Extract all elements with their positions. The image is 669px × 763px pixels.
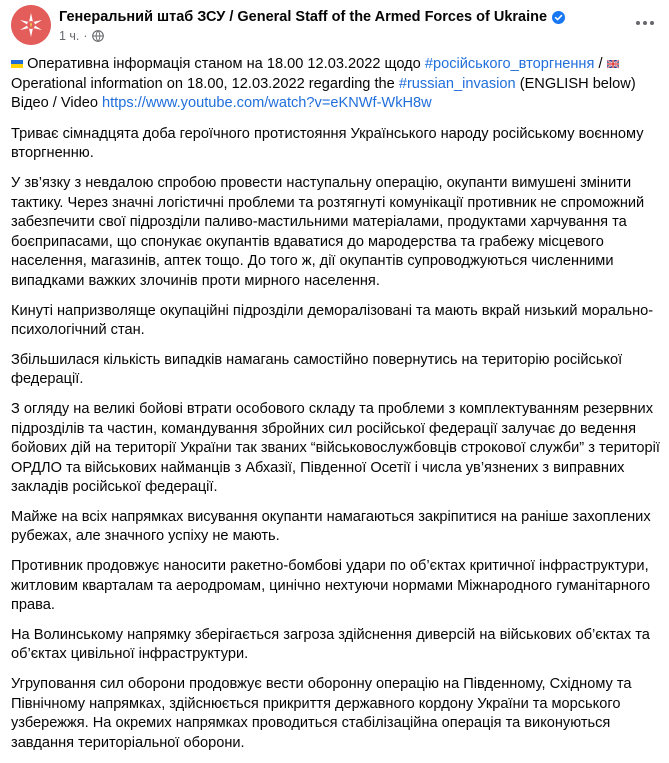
video-link[interactable]: https://www.youtube.com/watch?v=eKNWf-WkH8w bbox=[102, 95, 432, 112]
paragraph-1: Триває сімнадцята доба героїчного протистояння Українського народу російському воєнному вторгненню. bbox=[11, 125, 644, 162]
paragraph-4: Збільшилася кількість випадків намагань самостійно повернутись на територію російської федерації. bbox=[11, 351, 623, 388]
uk-flag-icon bbox=[607, 58, 619, 70]
paragraph-2: У зв’язку з невдалою спробою провести наступальну операцію, окупанти вимушені змінити тактику. Через значні логістичні проблеми та розтягнуті комунікації противник не спроможний забезпечити свої підрозділи паливо-мастильними матеріалами, продуктами харчування та боєприпасами, що спонукає окупантів вдаватися до мародерства та грабежу місцевого населення, магазинів, аптек тощо. До того ж, дії окупантів супроводжуються численними випадками важких злочинів проти мирного населення. bbox=[11, 174, 645, 289]
globe-icon[interactable] bbox=[92, 30, 104, 42]
paragraph-5: З огляду на великі бойові втрати особового складу та проблеми з комплектуванням резервних підрозділів та частин, командування збройних сил російської федерації залучає до ведення бойових дій на території України так званих “військовослужбовців строкової служби” з території ОРДЛО та військових найманців з Абхазії, Південної Осетії і числа ув’язнених з виправних закладів російської федерації. bbox=[11, 400, 660, 496]
paragraph-7: Противник продовжує наносити ракетно-бомбові удари по об’єктах критичної інфраструктури, житловим кварталам та аеродромам, цинічно нехтуючи нормами Міжнародного гуманітарного права. bbox=[11, 558, 651, 614]
paragraph-9: Угруповання сил оборони продовжує вести оборонну операцію на Південному, Східному та Північному напрямках, здійснюється прикриття державного кордону України та морського узбережжя. На окремих напрямках проводиться стабілізаційна операція та виконуються завдання територіальної оборони. bbox=[11, 676, 632, 751]
paragraph-3: Кинуті напризволяще окупаційні підрозділи деморалізовані та мають вкрай низький морально-психологічний стан. bbox=[11, 302, 654, 339]
intro-ua-text: Оперативна інформація станом на 18.00 12.03.2022 щодо bbox=[27, 56, 425, 72]
intro-separator: / bbox=[594, 56, 607, 72]
intro-en-text: Operational information on 18.00, 12.03.2022 regarding the bbox=[11, 75, 399, 92]
author-line bbox=[59, 9, 565, 25]
more-options-icon[interactable] bbox=[631, 13, 659, 33]
paragraph-8: На Волинському напрямку зберігається загроза здійснення диверсій на військових об’єктах та об’єктах цивільної інфраструктури. bbox=[11, 626, 650, 663]
post-content bbox=[11, 55, 663, 763]
general-staff-emblem-icon[interactable] bbox=[11, 5, 51, 45]
hashtag-russian-invasion-ua[interactable]: #російського_вторгнення bbox=[424, 56, 595, 72]
ukraine-flag-icon bbox=[11, 58, 23, 70]
post-meta bbox=[59, 29, 104, 43]
post-intro bbox=[11, 55, 663, 114]
paragraph-6: Майже на всіх напрямках висування окупанти намагаються закріпитися на раніше захоплених рубежах, але значного успіху не мають. bbox=[11, 508, 651, 545]
intro-line bbox=[11, 55, 663, 94]
post-header bbox=[11, 5, 661, 49]
hashtag-russian-invasion-en[interactable]: #russian_invasion bbox=[398, 75, 516, 92]
meta-separator: · bbox=[83, 29, 88, 43]
post-time[interactable]: 1 ч. bbox=[59, 29, 80, 43]
video-label: Відео / Video bbox=[11, 95, 103, 112]
video-line bbox=[11, 94, 663, 114]
author-name[interactable]: Генеральний штаб ЗСУ / General Staff of the Armed Forces of Ukraine bbox=[59, 9, 548, 25]
verified-badge-icon bbox=[552, 11, 565, 24]
intro-en-suffix: (ENGLISH below) bbox=[515, 75, 636, 92]
